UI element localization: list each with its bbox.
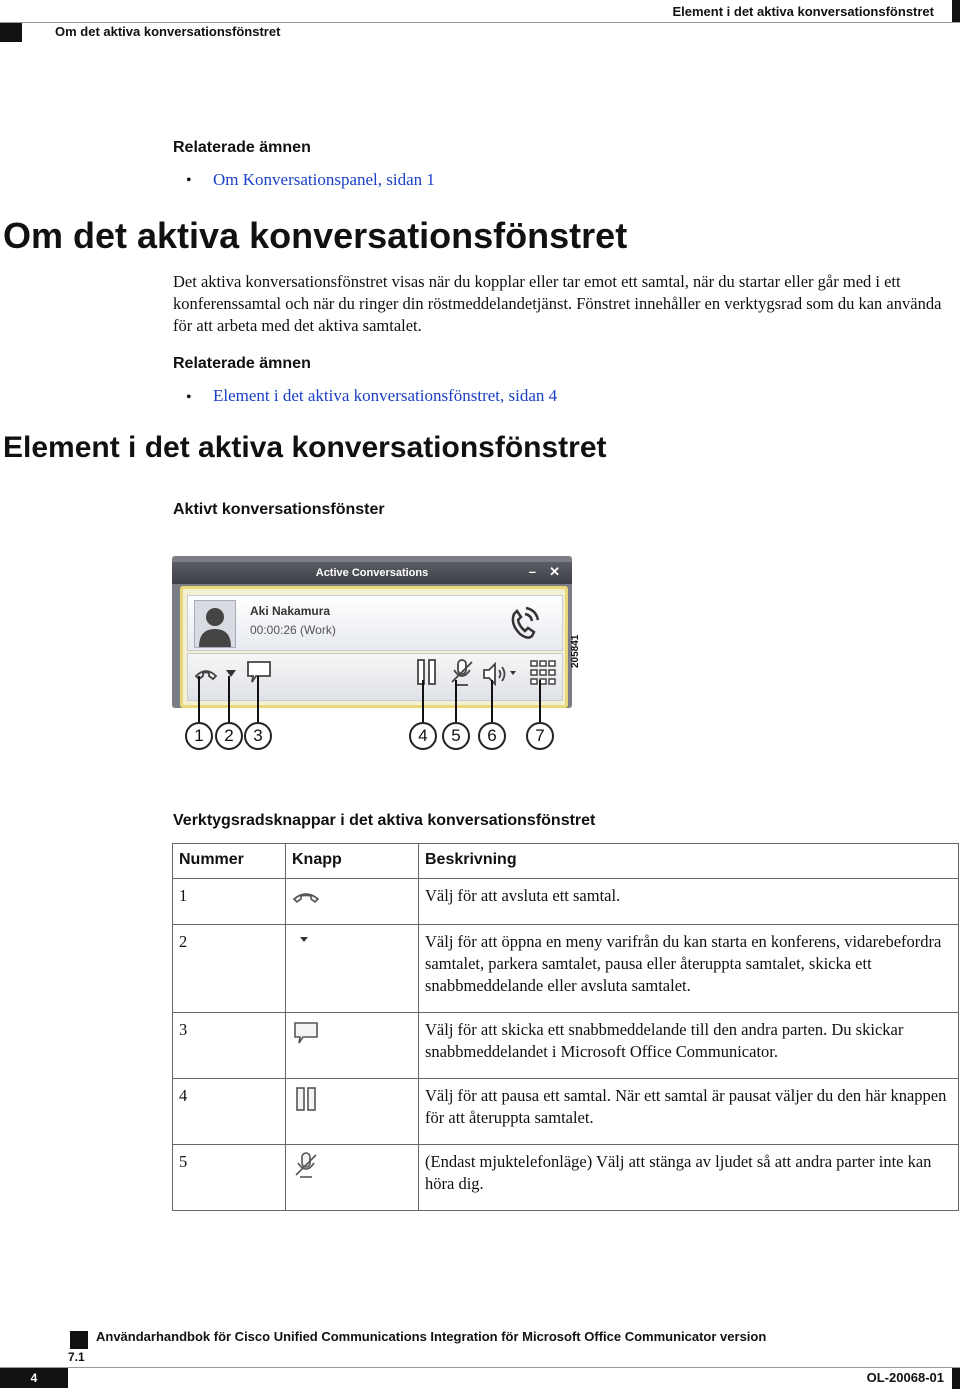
document-code: OL-20068-01 — [866, 1370, 944, 1385]
minimize-icon: – — [528, 564, 536, 579]
chat-bubble-icon[interactable] — [246, 660, 272, 686]
row-icon-cell — [286, 1013, 419, 1079]
callout-arrow — [198, 676, 200, 722]
table-row — [173, 879, 959, 925]
column-header-number: Nummer — [173, 844, 286, 879]
row-icon-cell — [286, 1145, 419, 1211]
conversation-panel — [180, 586, 568, 708]
related-topics-heading: Relaterade ämnen — [173, 139, 311, 156]
mute-microphone-icon — [292, 1151, 320, 1179]
hang-up-icon — [292, 885, 320, 913]
row-description: Välj för att skicka ett snabbmeddelande till den andra parten. Du skickar snabbmeddelandet i Microsoft Office Communicator. — [419, 1013, 959, 1079]
callout-arrow — [257, 676, 259, 722]
section-heading-element: Element i det aktiva konversationsfönstret — [3, 431, 607, 464]
speaker-volume-icon[interactable] — [482, 662, 518, 686]
row-description: (Endast mjuktelefonläge) Välj att stänga av ljudet så att andra parter inte kan höra dig. — [419, 1145, 959, 1211]
footer-marker-right — [952, 1368, 960, 1389]
row-number: 5 — [173, 1145, 286, 1211]
toolbar-buttons-table — [172, 843, 959, 1211]
header-marker-left — [0, 22, 22, 42]
link-element-aktiva[interactable]: Element i det aktiva konversationsfönstret, sidan 4 — [213, 386, 558, 405]
toolbar — [187, 653, 563, 701]
row-number: 3 — [173, 1013, 286, 1079]
column-header-description: Beskrivning — [419, 844, 959, 879]
footer-rule — [0, 1367, 960, 1368]
caller-card — [187, 595, 563, 651]
table-row — [173, 1013, 959, 1079]
bullet: • — [186, 172, 192, 189]
intro-paragraph: Det aktiva konversationsfönstret visas när du kopplar eller tar emot ett samtal, när du startar eller går med i ett konferenssamtal och när du ringer din röstmeddelandetjänst. Fönstret innehåller en verktygsrad som du kan använda för att arbeta med det aktiva samtalet. — [173, 272, 942, 335]
close-icon: ✕ — [549, 564, 560, 579]
footer-version: 7.1 — [68, 1350, 85, 1364]
callout-3: 3 — [244, 722, 272, 750]
link-om-konversationspanel[interactable]: Om Konversationspanel, sidan 1 — [213, 170, 435, 189]
table-row — [173, 925, 959, 1013]
callout-5: 5 — [442, 722, 470, 750]
avatar — [194, 600, 236, 648]
mute-microphone-icon[interactable] — [450, 658, 474, 688]
dropdown-arrow-icon — [292, 931, 320, 959]
call-time: 00:00:26 (Work) — [250, 623, 336, 637]
table-row — [173, 1079, 959, 1145]
figure-number: 205841 — [570, 634, 581, 668]
row-description: Välj för att öppna en meny varifrån du kan starta en konferens, vidarebefordra samtalet, parkera samtalet, pausa eller återuppta samtalet, skicka ett snabbmeddelande eller avsluta samtalet. — [419, 925, 959, 1013]
callout-4: 4 — [409, 722, 437, 750]
header-right-title: Element i det aktiva konversationsfönstret — [672, 4, 934, 19]
column-header-button: Knapp — [286, 844, 419, 879]
window-title: Active Conversations — [172, 562, 572, 584]
callout-arrow — [539, 680, 541, 722]
footer-title: Användarhandbok för Cisco Unified Communications Integration för Microsoft Office Communicator version — [96, 1329, 767, 1344]
table-row — [173, 1145, 959, 1211]
callout-arrow — [228, 676, 230, 722]
row-number: 2 — [173, 925, 286, 1013]
table-header-row — [173, 844, 959, 879]
pause-icon — [292, 1085, 320, 1113]
pause-icon[interactable] — [416, 658, 438, 688]
callout-6: 6 — [478, 722, 506, 750]
header-rule — [0, 22, 960, 23]
footer-marker — [70, 1331, 88, 1349]
row-description: Välj för att pausa ett samtal. När ett samtal är pausat väljer du den här knappen för att återuppta samtalet. — [419, 1079, 959, 1145]
active-conversation-screenshot — [172, 556, 572, 708]
header-left-title: Om det aktiva konversationsfönstret — [55, 24, 281, 39]
header-marker-right — [952, 0, 960, 22]
bullet: • — [186, 389, 192, 406]
keypad-icon[interactable] — [530, 660, 556, 686]
row-icon-cell — [286, 1079, 419, 1145]
chat-bubble-icon — [292, 1019, 320, 1047]
related-topics-heading: Relaterade ämnen — [173, 355, 311, 372]
callout-2: 2 — [215, 722, 243, 750]
active-call-icon — [506, 604, 542, 642]
row-number: 4 — [173, 1079, 286, 1145]
table-caption: Verktygsradsknappar i det aktiva konversationsfönstret — [173, 812, 596, 829]
callout-arrow — [455, 680, 457, 722]
section-heading-om-aktiva: Om det aktiva konversationsfönstret — [3, 215, 628, 256]
callout-arrow — [422, 680, 424, 722]
figure-caption: Aktivt konversationsfönster — [173, 501, 385, 518]
callout-7: 7 — [526, 722, 554, 750]
row-description: Välj för att avsluta ett samtal. — [419, 879, 959, 925]
page-number: 4 — [0, 1368, 68, 1388]
row-icon-cell — [286, 879, 419, 925]
row-number: 1 — [173, 879, 286, 925]
caller-name: Aki Nakamura — [250, 604, 331, 618]
callout-1: 1 — [185, 722, 213, 750]
row-icon-cell — [286, 925, 419, 1013]
callout-arrow — [491, 680, 493, 722]
